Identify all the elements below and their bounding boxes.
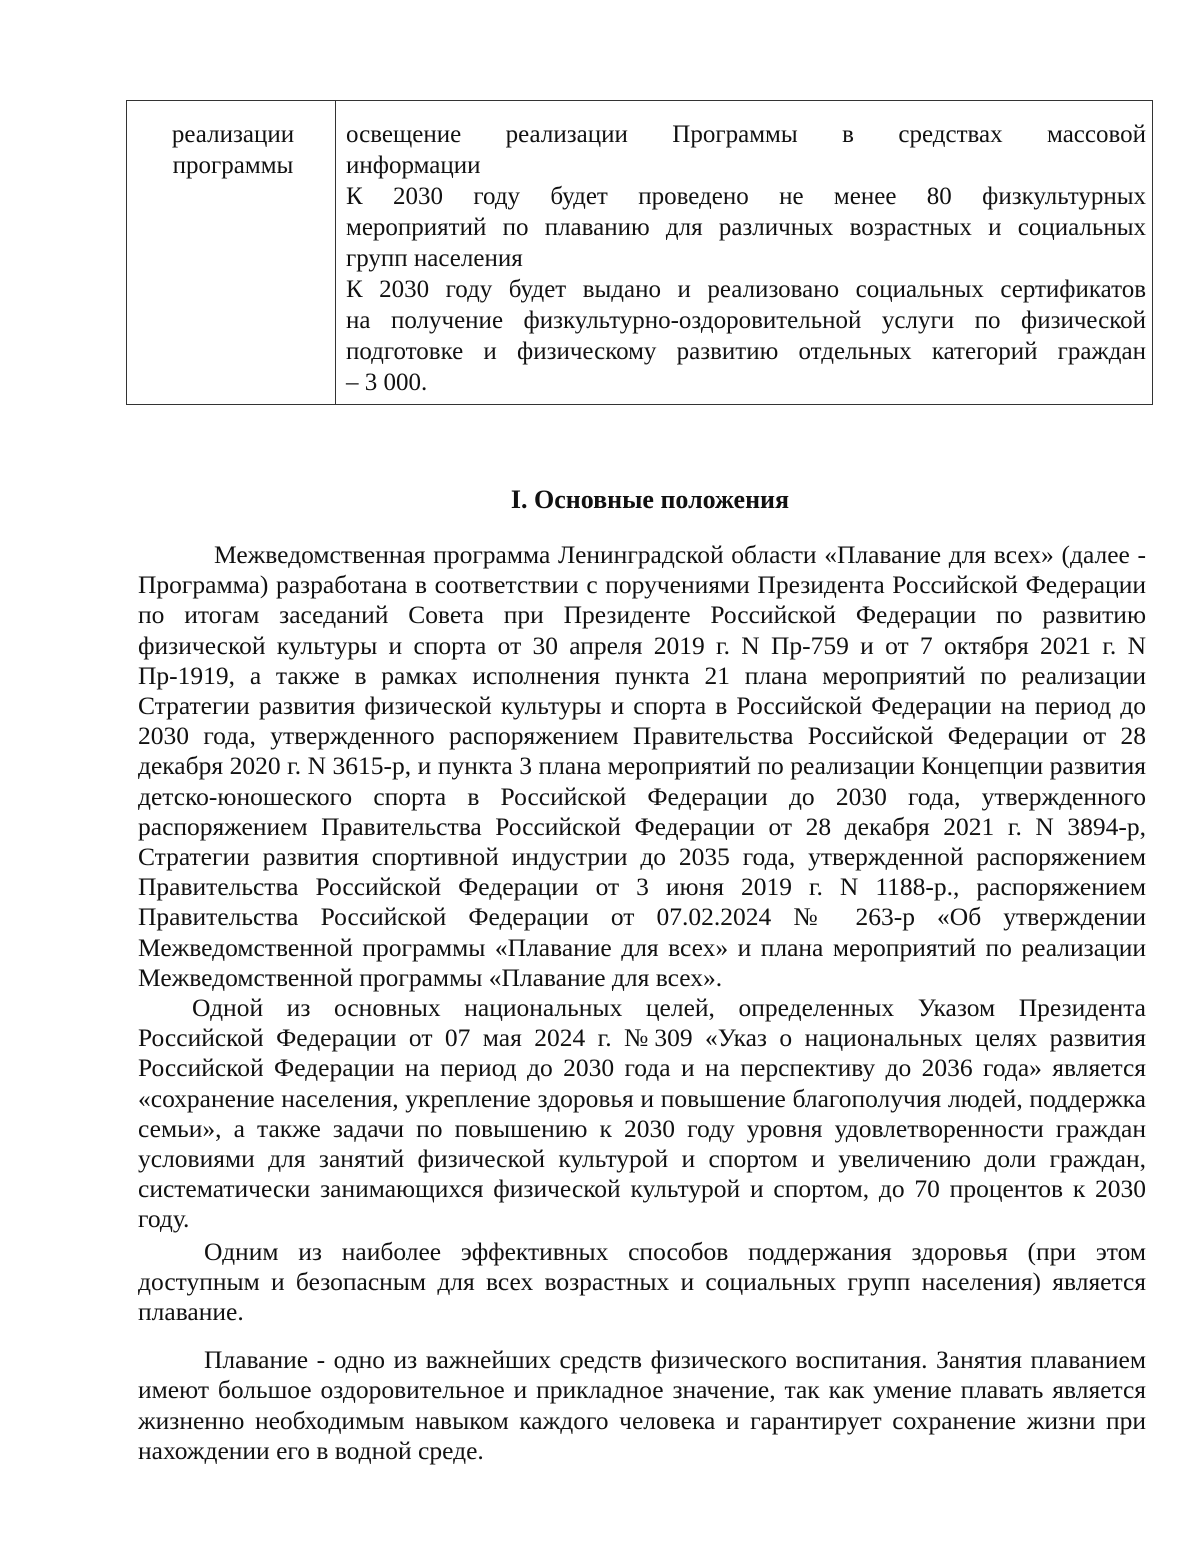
paragraph: Одним из наиболее эффективных способов поддержания здоровья (при этом доступным и безопасным для всех возрастных и социальных групп населения) является плавание. (138, 1236, 1146, 1327)
value-line: К 2030 году будет проведено не менее 80 физкультурных (346, 183, 1146, 210)
value-line: освещение реализации Программы в средствах массовой (346, 121, 1146, 148)
section-body (138, 540, 1146, 1466)
paragraph: Межведомственная программа Ленинградской области «Плавание для всех» (далее - Программа) разработана в соответствии с поручениями Президента Российской Федерации по итогам заседаний Совета при Президенте Российской Федерации по развитию физической культуры и спорта от 30 апреля 2019 г. N Пр-759 и от 7 октября 2021 г. N Пр-1919, а также в рамках исполнения пункта 21 плана мероприятий по реализации Стратегии развития физической культуры и спорта в Российской Федерации на период до 2030 года, утвержденного распоряжением Правительства Российской Федерации от 28 декабря 2020 г. N 3615-р, и пункта 3 плана мероприятий по реализации Концепции развития детско-юношеского спорта в Российской Федерации до 2030 года, утвержденного распоряжением Правительства Российской Федерации от 28 декабря 2021 г. N 3894-р, Стратегии развития спортивной индустрии до 2035 года, утвержденной распоряжением Правительства Российской Федерации от 3 июня 2019 г. N 1188-р., распоряжением Правительства Российской Федерации от 07.02.2024 № 263-р «Об утверждении Межведомственной программы «Плавание для всех» и плана мероприятий по реализации Межведомственной программы «Плавание для всех». (138, 540, 1146, 992)
paragraph: Одной из основных национальных целей, определенных Указом Президента Российской Федерации от 07 мая 2024 г. №309 «Указ о национальных целях развития Российской Федерации на период до 2030 года и на перспективу до 2036 года» является «сохранение населения, укрепление здоровья и повышение благополучия людей, поддержка семьи», а также задачи по повышению к 2030 году уровня удовлетворенности граждан условиями для занятий физической культурой и спортом и увеличению доли граждан, систематически занимающихся физической культурой и спортом, до 70 процентов к 2030 году. (138, 993, 1146, 1234)
value-line: подготовке и физическому развитию отдельных категорий граждан (346, 338, 1146, 365)
label-line: программы (172, 152, 294, 179)
table-row (127, 101, 1153, 405)
value-line: групп населения (346, 245, 523, 272)
value-line: мероприятий по плаванию для различных возрастных и социальных (346, 214, 1146, 241)
section-heading: I. Основные положения (510, 485, 790, 514)
value-line: К 2030 году будет выдано и реализовано социальных сертификатов (346, 276, 1146, 303)
paragraph: Плавание - одно из важнейших средств физического воспитания. Занятия плаванием имеют большое оздоровительное и прикладное значение, так как умение плавать является жизненно необходимым навыком каждого человека и гарантирует сохранение жизни при нахождении его в водной среде. (138, 1345, 1146, 1465)
label-line: реализации (171, 121, 295, 148)
value-line: информации (346, 152, 481, 179)
value-line: на получение физкультурно-оздоровительной услуги по физической (346, 307, 1146, 334)
program-passport-table (126, 100, 1153, 405)
table-value-cell (336, 101, 1153, 405)
table-label-cell (127, 101, 336, 405)
value-line: – 3 000. (346, 369, 428, 396)
